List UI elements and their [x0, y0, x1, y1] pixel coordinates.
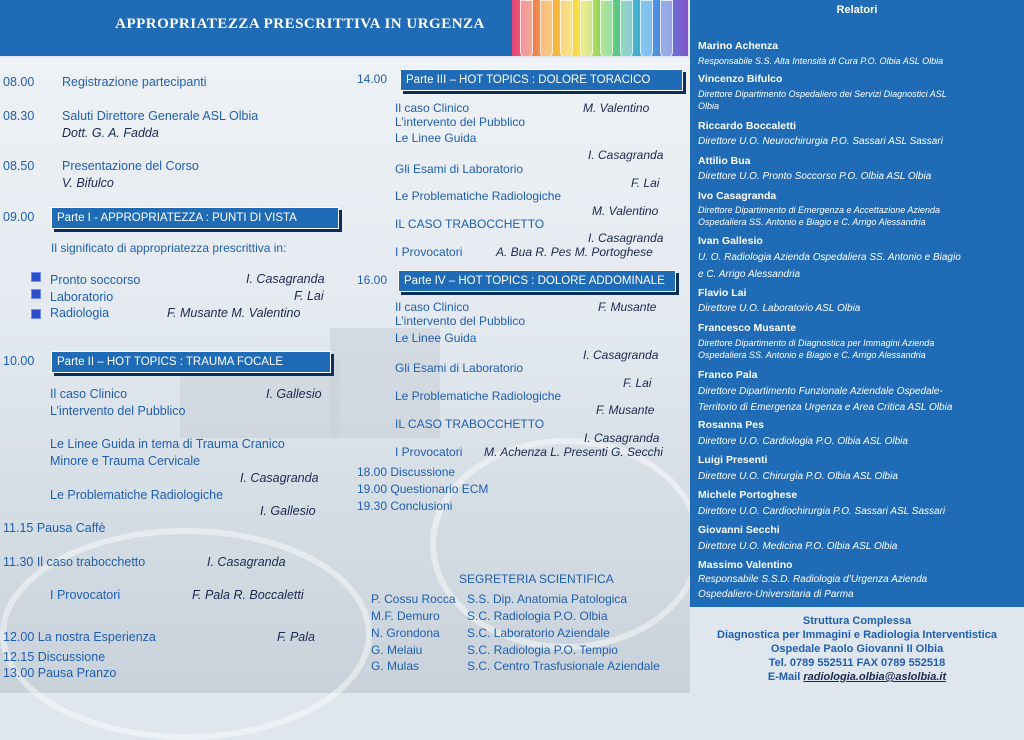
time-0900: 09.00	[3, 210, 35, 224]
tricky-case-speaker: I. Casagranda	[207, 555, 286, 569]
speaker-role: Direttore U.O. Neurochirurgia P.O. Sassari ASL Sassari	[698, 136, 943, 147]
speaker-role: Responsabile S.S. Alta Intensità di Cura P.O. Olbia ASL Olbia	[698, 56, 944, 66]
agenda-speaker: F. Lai	[623, 376, 652, 390]
discussion-item: 12.15 Discussione	[3, 650, 106, 664]
provocatori-label: I Provocatori	[395, 445, 463, 459]
speaker-name: Rosanna Pes	[698, 419, 764, 431]
speaker-name: Giovanni Secchi	[698, 524, 780, 536]
speaker-role: Ospedaliera SS. Antonio e Biagio e C. Arrigo Alessandria	[698, 217, 926, 227]
speaker-role: Ospedaliero-Universitaria di Parma	[698, 589, 854, 600]
questionnaire-item: 19.00 Questionario ECM	[357, 482, 489, 496]
speaker-role: Direttore Dipartimento Funzionale Aziendale Ospedale-	[698, 386, 943, 397]
part-4-header: Parte IV – HOT TOPICS : DOLORE ADDOMINALE	[398, 270, 676, 292]
speaker-role: U. O. Radiologia Azienda Ospedaliera SS. Antonio e Biagio	[698, 252, 961, 263]
speaker-role: e C. Arrigo Alessandria	[698, 269, 801, 280]
agenda-speaker: F. Lai	[631, 176, 660, 190]
speaker-role: Direttore U.O. Cardiologia P.O. Olbia ASL Olbia	[698, 436, 908, 447]
speaker-role: Direttore U.O. Pronto Soccorso P.O. Olbia ASL Olbia	[698, 171, 932, 182]
speaker-role: Direttore Dipartimento di Emergenza e Accettazione Azienda	[698, 205, 940, 215]
agenda-item: Il caso Clinico	[395, 101, 470, 115]
time-1000: 10.00	[3, 354, 35, 368]
secretariat-name: G. Mulas	[371, 659, 420, 673]
speaker-role: Territorio di Emergenza Urgenza e Area Critica ASL Olbia	[698, 402, 953, 413]
footer-line: Tel. 0789 552511 FAX 0789 552518	[768, 657, 946, 669]
agenda-item: IL CASO TRABOCCHETTO	[395, 417, 545, 431]
time-0850: 08.50	[3, 159, 35, 173]
speaker-name: Luigi Presenti	[698, 454, 768, 466]
part-2-header: Parte II – HOT TOPICS : TRAUMA FOCALE	[51, 351, 331, 373]
footer-line: Diagnostica per Immagini e Radiologia Interventistica	[717, 629, 997, 641]
contact-footer	[690, 614, 1024, 684]
experience-item: 12.00 La nostra Esperienza	[3, 630, 156, 644]
agenda-item: Le Linee Guida	[395, 131, 477, 145]
footer-line: Struttura Complessa	[802, 615, 912, 627]
secretariat-name: N. Grondona	[371, 626, 440, 640]
agenda-speaker: I. Casagranda	[588, 231, 664, 245]
bullet-icon	[31, 309, 41, 319]
provocatori-speakers: A. Bua R. Pes M. Portoghese	[496, 245, 653, 259]
list-item-label: Pronto soccorso	[50, 273, 141, 287]
time-1400: 14.00	[357, 72, 388, 86]
speaker-role: Olbia	[698, 101, 720, 111]
list-item-speaker: I. Casagranda	[246, 272, 325, 286]
agenda-item: IL CASO TRABOCCHETTO	[395, 217, 545, 231]
title-banner	[0, 0, 512, 56]
footer-line: Ospedale Paolo Giovanni II Olbia	[770, 643, 944, 655]
test-tubes-image	[512, 0, 688, 56]
secretariat-role: S.S. Dip. Anatomia Patologica	[467, 592, 628, 606]
agenda-speaker: M. Valentino	[592, 204, 659, 218]
provocatori-speakers: F. Pala R. Boccaletti	[192, 588, 304, 602]
speaker-role: Direttore Dipartimento Ospedaliero dei Servizi Diagnostici ASL	[698, 89, 947, 99]
speaker-name: Attilio Bua	[698, 155, 751, 167]
speaker-role: Direttore U.O. Chirurgia P.O. Olbia ASL Olbia	[698, 471, 898, 482]
conclusions-item: 19.30 Conclusioni	[357, 499, 453, 513]
secretariat-title: SEGRETERIA SCIENTIFICA	[459, 572, 614, 586]
speakers-panel	[690, 0, 1024, 607]
secretariat-name: P. Cossu Rocca	[371, 592, 456, 606]
agenda-item: Le Linee Guida	[395, 331, 477, 345]
agenda-speaker: I. Casagranda	[588, 148, 664, 162]
footer-email-line	[690, 670, 1024, 684]
agenda-item: Il caso Clinico	[395, 300, 470, 314]
greetings-item: Saluti Direttore Generale ASL Olbia	[62, 109, 259, 123]
registration-item: Registrazione partecipanti	[62, 75, 207, 89]
agenda-speaker: I. Casagranda	[240, 471, 319, 485]
agenda-speaker: I. Casagranda	[584, 431, 660, 445]
secretariat-name: G. Melaiu	[371, 643, 423, 657]
agenda-item: Le Linee Guida in tema di Trauma Cranico	[50, 437, 285, 451]
bullet-icon	[31, 289, 41, 299]
provocatori-label: I Provocatori	[395, 245, 463, 259]
list-item-label: Radiologia	[50, 306, 110, 320]
speakers-title: Relatori	[836, 4, 878, 16]
bullet-icon	[31, 272, 41, 282]
provocatori-speakers: M. Achenza L. Presenti G. Secchi	[484, 445, 663, 459]
page-title: APPROPRIATEZZA PRESCRITTIVA IN URGENZA	[115, 16, 485, 32]
list-item-speaker: F. Lai	[294, 289, 324, 303]
speaker-name: Franco Pala	[698, 369, 758, 381]
discussion-item: 18.00 Discussione	[357, 465, 456, 479]
secretariat-role: S.C. Laboratorio Aziendale	[467, 626, 610, 640]
agenda-item: Gli Esami di Laboratorio	[395, 361, 524, 375]
speaker-name: Riccardo Boccaletti	[698, 120, 797, 132]
part-3-header: Parte III – HOT TOPICS : DOLORE TORACICO	[400, 69, 683, 91]
speaker-role: Direttore U.O. Medicina P.O. Olbia ASL Olbia	[698, 541, 898, 552]
agenda-speaker: I. Gallesio	[266, 387, 322, 401]
agenda-item: L’intervento del Pubblico	[50, 404, 186, 418]
experience-speaker: F. Pala	[277, 630, 315, 644]
speaker-role: Responsabile S.S.D. Radiologia d’Urgenza Azienda	[698, 574, 928, 585]
agenda-item: L’intervento del Pubblico	[395, 314, 526, 328]
secretariat-role: S.C. Radiologia P.O. Olbia	[467, 609, 608, 623]
agenda-item: L’intervento del Pubblico	[395, 115, 526, 129]
agenda-speaker: M. Valentino	[583, 101, 650, 115]
agenda-item: Il caso Clinico	[50, 387, 128, 401]
significato-text: Il significato di appropriatezza prescrittiva in:	[51, 241, 287, 255]
course-presentation-speaker: V. Bifulco	[62, 176, 114, 190]
agenda-item: Le Problematiche Radiologiche	[50, 488, 224, 502]
speaker-name: Ivan Gallesio	[698, 235, 763, 247]
coffee-break: 11.15 Pausa Caffè	[3, 521, 106, 535]
agenda-item: Le Problematiche Radiologiche	[395, 189, 562, 203]
agenda-item: Minore e Trauma Cervicale	[50, 454, 201, 468]
agenda-speaker: I. Gallesio	[260, 504, 316, 518]
speaker-name: Vincenzo Bifulco	[698, 73, 783, 85]
greetings-speaker: Dott. G. A. Fadda	[62, 126, 159, 140]
agenda-item: Le Problematiche Radiologiche	[395, 389, 562, 403]
part-1-header: Parte I - APPROPRIATEZZA : PUNTI DI VISTA	[51, 207, 339, 229]
email-link[interactable]: radiologia.olbia@aslolbia.it	[803, 671, 947, 683]
agenda-speaker: I. Casagranda	[583, 348, 659, 362]
secretariat-name: M.F. Demuro	[371, 609, 440, 623]
tricky-case-item: 11.30 Il caso trabocchetto	[3, 555, 146, 569]
lunch-break: 13.00 Pausa Pranzo	[3, 666, 117, 680]
speaker-role: Direttore U.O. Laboratorio ASL Olbia	[698, 303, 861, 314]
speaker-role: Ospedaliera SS. Antonio e Biagio e C. Arrigo Alessandria	[698, 350, 926, 360]
speaker-name: Michele Portoghese	[698, 489, 798, 501]
agenda-speaker: F. Musante	[598, 300, 657, 314]
speaker-name: Marino Achenza	[698, 40, 779, 52]
agenda-item: Gli Esami di Laboratorio	[395, 162, 524, 176]
time-1600: 16.00	[357, 273, 388, 287]
provocatori-label: I Provocatori	[50, 588, 121, 602]
time-0830: 08.30	[3, 109, 35, 123]
secretariat-role: S.C. Radiologia P.O. Tempio	[467, 643, 618, 657]
secretariat-role: S.C. Centro Trasfusionale Aziendale	[467, 659, 660, 673]
time-0800: 08.00	[3, 75, 35, 89]
speaker-name: Flavio Lai	[698, 287, 747, 299]
list-item-speaker: F. Musante M. Valentino	[167, 306, 301, 320]
speaker-role: Direttore Dipartimento di Diagnostica per Immagini Azienda	[698, 338, 935, 348]
email-label: E-Mail	[767, 671, 801, 683]
speaker-name: Francesco Musante	[698, 322, 797, 334]
speaker-name: Ivo Casagranda	[698, 190, 777, 202]
course-presentation-item: Presentazione del Corso	[62, 159, 199, 173]
agenda-speaker: F. Musante	[596, 403, 655, 417]
speaker-role: Direttore U.O. Cardiochirurgia P.O. Sassari ASL Sassari	[698, 506, 946, 517]
list-item-label: Laboratorio	[50, 290, 114, 304]
speaker-name: Massimo Valentino	[698, 559, 793, 571]
